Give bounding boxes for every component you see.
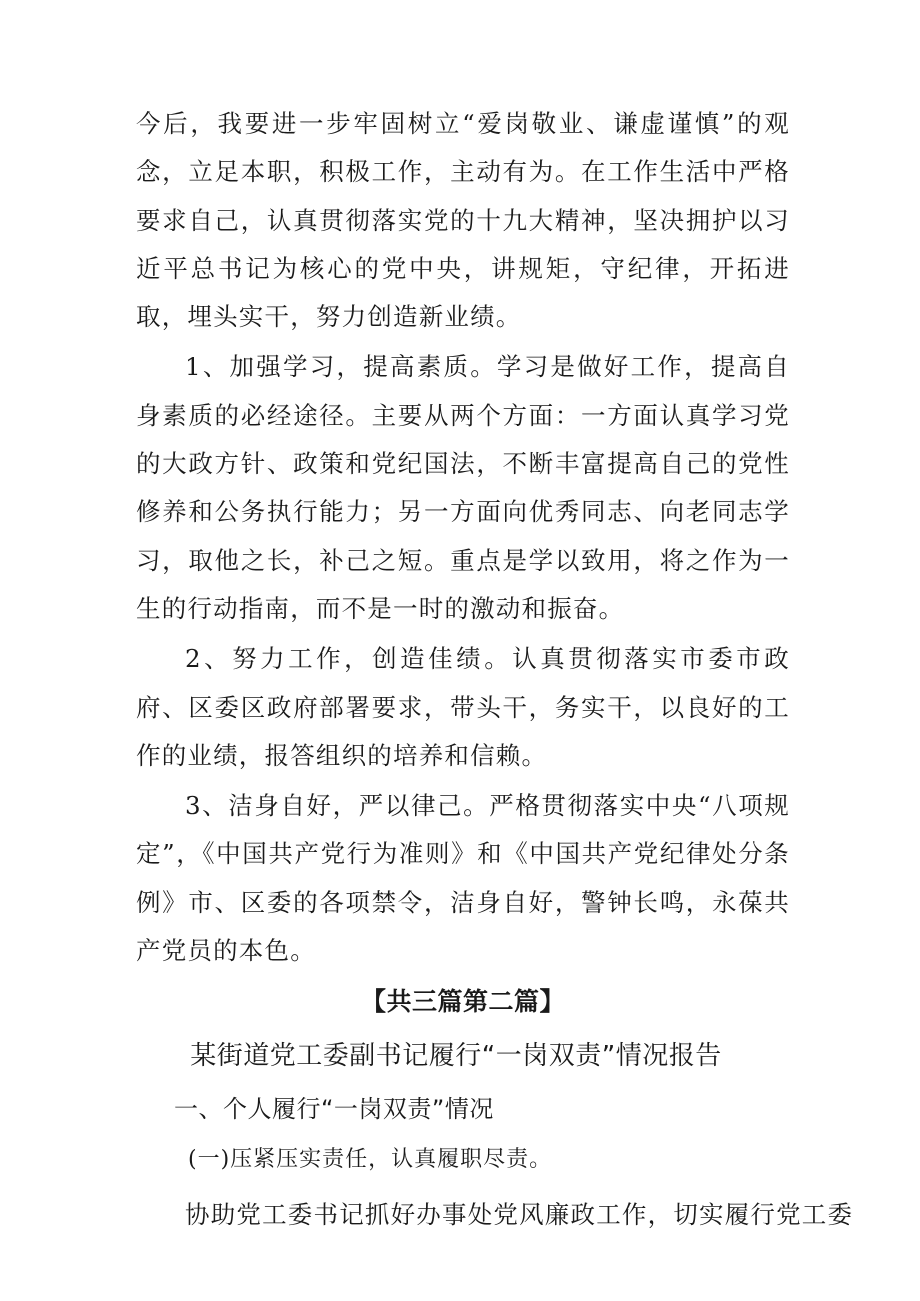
body-paragraph-discipline: 3、洁身自好，严以律己。严格贯彻落实中央“八项规定”，《中国共产党行为准则》和《中国共产党纪律处分条例》市、区委的各项禁令，洁身自好，警钟长鸣，永葆共产党员的本色。 [136, 791, 790, 966]
section-marker: 【共三篇第二篇】 [360, 987, 565, 1017]
section-heading: 一、个人履行“一岗双责”情况 [174, 1095, 494, 1124]
body-paragraph-intro: 今后，我要进一步牢固树立“爱岗敬业、谦虚谨慎”的观念，立足本职，积极工作，主动有为。在工作生活中严格要求自己，认真贯彻落实党的十九大精神，坚决拥护以习近平总书记为核心的党中央，讲规矩，守纪律，开拓进取，埋头实干，努力创造新业绩。 [136, 109, 790, 332]
body-paragraph-continuation: 协助党工委书记抓好办事处党风廉政工作，切实履行党工委 [185, 1200, 854, 1230]
body-paragraph-study: 1、加强学习，提高素质。学习是做好工作，提高自身素质的必经途径。主要从两个方面：一方面认真学习党的大政方针、政策和党纪国法，不断丰富提高自己的党性修养和公务执行能力；另一方面向优秀同志、向老同志学习，取他之长，补己之短。重点是学以致用，将之作为一生的行动指南，而不是一时的激动和振奋。 [136, 352, 790, 623]
document-page [136, 100, 854, 1239]
body-paragraph-work: 2、努力工作，创造佳绩。认真贯彻落实市委市政府、区委区政府部署要求，带头干，务实干，以良好的工作的业绩，报答组织的培养和信赖。 [136, 644, 790, 770]
report-title: 某街道党工委副书记履行“一岗双责”情况报告 [190, 1041, 722, 1072]
subsection-heading: (一)压紧压实责任，认真履职尽责。 [188, 1147, 553, 1173]
